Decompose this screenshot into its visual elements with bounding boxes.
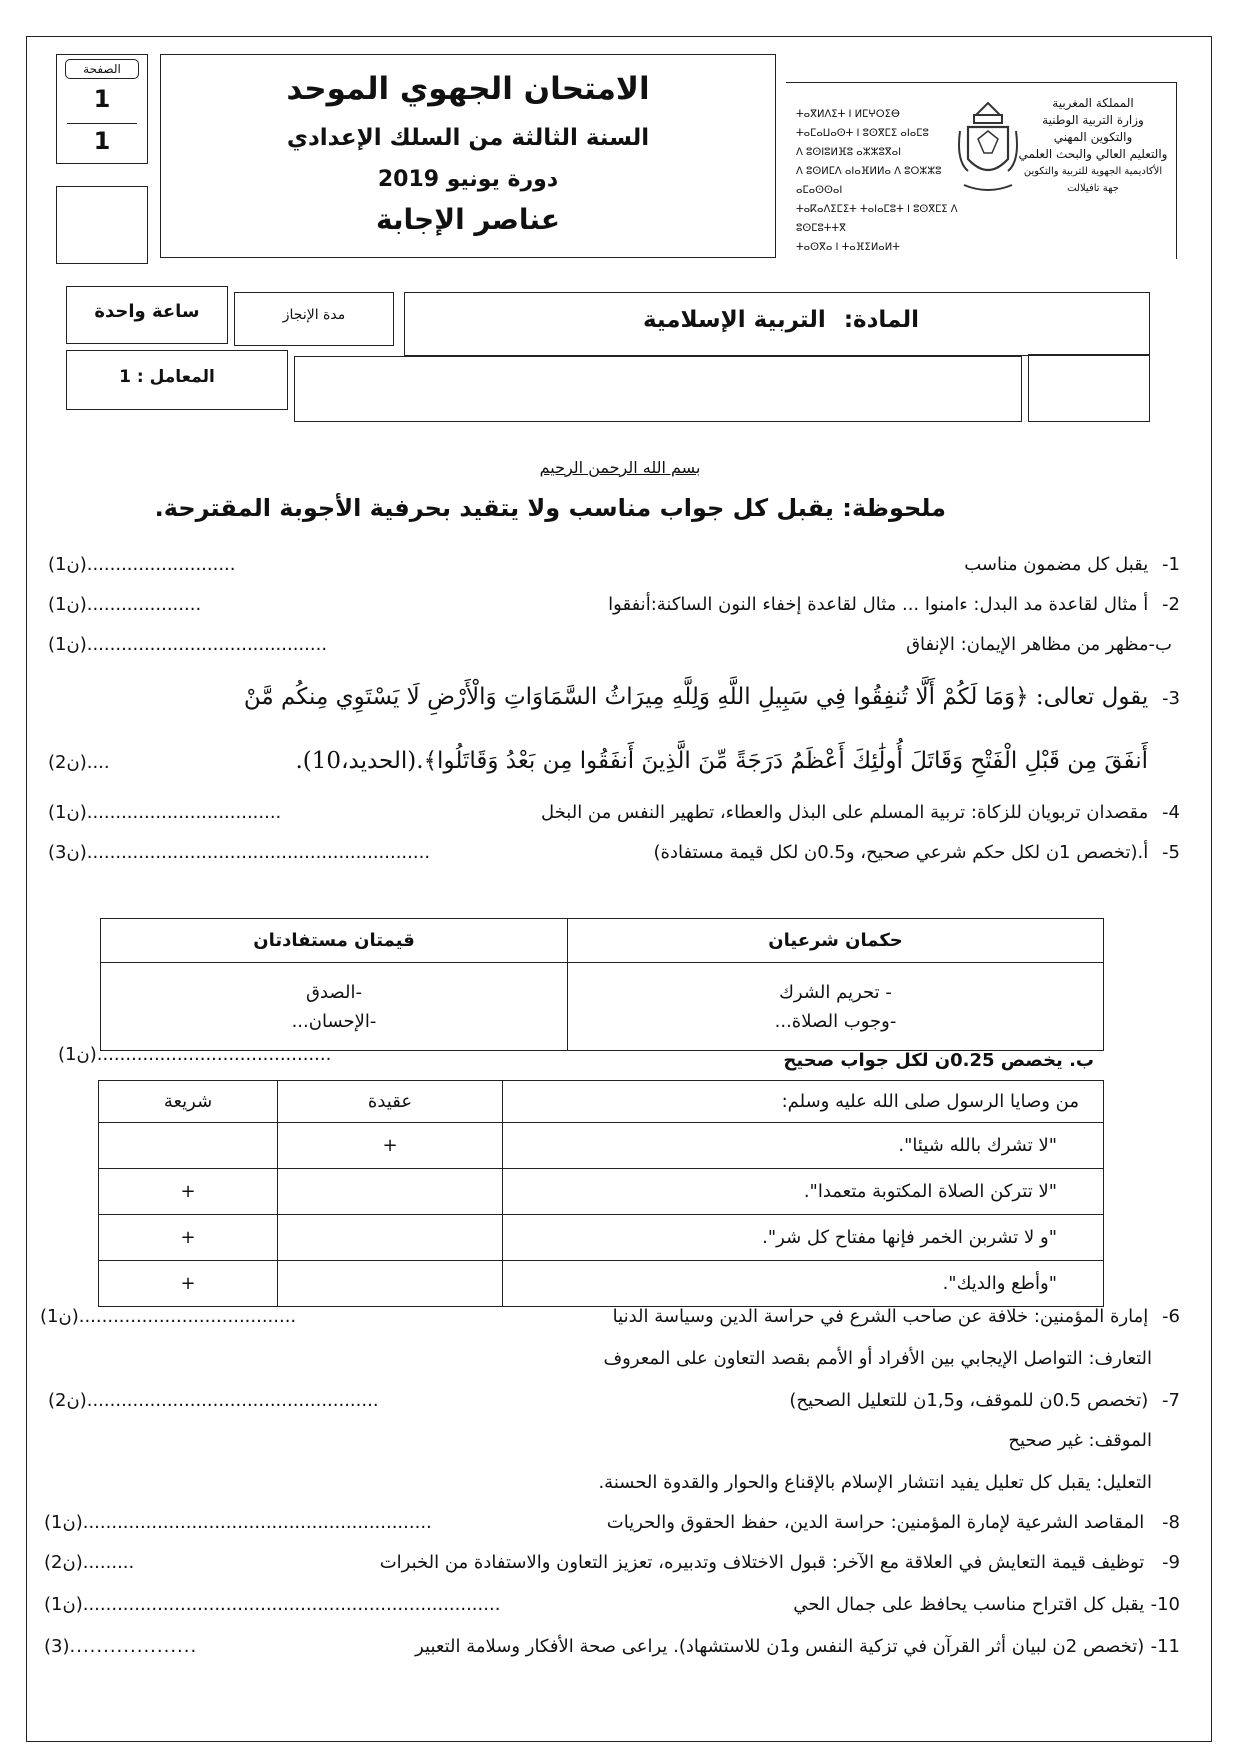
- answer-7b: [48, 1430, 1152, 1451]
- answer-points: (1ن).............................................................: [44, 1512, 432, 1533]
- coefficient-value: المعامل : 1: [119, 367, 215, 387]
- header-aqida: عقيدة: [278, 1081, 503, 1123]
- answer-points: (1ن)......................................: [40, 1306, 297, 1327]
- points-value: (1ن): [48, 594, 87, 615]
- advice-cell: "لا تتركن الصلاة المكتوبة متعمدا".: [503, 1169, 1104, 1215]
- points-value: (2ن): [44, 1552, 83, 1573]
- points-value: (2ن): [48, 1390, 87, 1411]
- answer-6b: [48, 1348, 1152, 1369]
- answer-text: الموقف: غير صحيح: [1008, 1430, 1152, 1451]
- advice-cell: "و لا تشربن الخمر فإنها مفتاح كل شر".: [503, 1215, 1104, 1261]
- advice-cell: "وأطع والديك".: [503, 1261, 1104, 1307]
- ruling-item: -وجوب الصلاة...: [774, 1010, 897, 1032]
- answer-7: [48, 1390, 1180, 1411]
- answer-text: يقبل كل اقتراح مناسب يحافظ على جمال الحي: [793, 1594, 1145, 1615]
- points-value: (1ن): [48, 802, 87, 823]
- answer-points: (1ن).........................................: [58, 1044, 332, 1065]
- answer-8: [44, 1512, 1180, 1533]
- tifinagh-block: [796, 105, 966, 257]
- answer-1: [48, 554, 1180, 575]
- answer-points: (1ن).........................................................................: [44, 1594, 501, 1615]
- value-item: -الإحسان...: [291, 1010, 377, 1032]
- sharia-cell: +: [99, 1215, 278, 1261]
- answer-2a: [48, 594, 1180, 615]
- answer-11: [44, 1636, 1180, 1657]
- tifinagh-line: ⴷ ⵓⵙⵍⵎⴷ ⴰⵏⴰⴼⵍⵍⴰ ⴷ ⵓⵔⵣⵣⵓ ⴰⵎⴰⵙⵙⴰⵏ: [796, 166, 942, 196]
- answer-text: ب-مظهر من مظاهر الإيمان: الإنفاق: [906, 634, 1172, 655]
- table-row: [101, 963, 1104, 1051]
- header-sharia: شريعة: [99, 1081, 278, 1123]
- ruling-item: - تحريم الشرك: [779, 981, 892, 1003]
- coat-of-arms-icon: [954, 101, 1022, 201]
- title-box: [160, 54, 776, 258]
- tifinagh-line: ⵜⴰⴳⵍⴷⵉⵜ ⵏ ⵍⵎⵖⵔⵉⴱ: [796, 109, 900, 120]
- table-row: [99, 1261, 1104, 1307]
- ministry-block: [1018, 95, 1168, 197]
- answer-number: 11-: [1150, 1636, 1180, 1657]
- answer-10: [44, 1594, 1180, 1615]
- table-header-row: [99, 1081, 1104, 1123]
- answer-5b: [48, 1044, 1094, 1071]
- ministry-line: المملكة المغربية: [1052, 96, 1134, 110]
- table-header-row: [101, 919, 1104, 963]
- answer-3: [48, 684, 1180, 710]
- subject-value: التربية الإسلامية: [642, 307, 826, 333]
- doc-type-title: عناصر الإجابة: [376, 203, 560, 236]
- sharia-cell: [99, 1123, 278, 1169]
- answer-text: (تخصص 2ن لبيان أثر القرآن في تزكية النفس و1ن للاستشهاد). يراعى صحة الأفكار وسلامة التعبير: [415, 1636, 1145, 1657]
- header-rulings: حكمان شرعيان: [568, 919, 1104, 963]
- sharia-cell: +: [99, 1261, 278, 1307]
- duration-value: ساعة واحدة: [94, 301, 200, 322]
- answer-text: أَنفَقَ مِن قَبْلِ الْفَتْحِ وَقَاتَلَ أُولَٰئِكَ أَعْظَمُ دَرَجَةً مِّنَ الَّذِينَ أَنفَقُوا مِن بَعْدُ وَقَاتَلُوا﴾.(الحديد،10).: [295, 748, 1148, 774]
- answer-points: (2ن)....: [48, 752, 110, 773]
- answer-number: 10-: [1150, 1594, 1180, 1615]
- answer-number: 4-: [1162, 802, 1180, 823]
- table-row: [99, 1169, 1104, 1215]
- answer-6: [40, 1306, 1180, 1327]
- answer-text: أ.(تخصص 1ن لكل حكم شرعي صحيح، و0.5ن لكل قيمة مستفادة): [653, 842, 1149, 863]
- answer-text: أ مثال لقاعدة مد البدل: ءامنوا ... مثال لقاعدة إخفاء النون الساكنة:أنفقوا: [608, 594, 1149, 615]
- logo-block: [786, 82, 1177, 259]
- points-value: (1ن): [58, 1044, 97, 1065]
- answer-number: 9-: [1162, 1552, 1180, 1573]
- answer-2b: [48, 634, 1172, 655]
- answer-text: (تخصص 0.5ن للموقف، و1,5ن للتعليل الصحيح): [789, 1390, 1149, 1411]
- exam-title: الامتحان الجهوي الموحد: [286, 71, 650, 107]
- subject-label: المادة:: [843, 307, 919, 333]
- aqida-cell: [278, 1261, 503, 1307]
- sharia-cell: +: [99, 1169, 278, 1215]
- aqida-cell: [278, 1215, 503, 1261]
- session-title: دورة يونيو 2019: [377, 167, 559, 192]
- level-title: السنة الثالثة من السلك الإعدادي: [286, 125, 650, 151]
- page-divider: [67, 123, 137, 124]
- tifinagh-line: ⴷ ⵓⵙⵏⵓⵍⴼⵓ ⴰⵣⵣⵓⴳⴰⵏ: [796, 147, 902, 158]
- answer-number: 6-: [1162, 1306, 1180, 1327]
- header-advice: من وصايا الرسول صلى الله عليه وسلم:: [503, 1081, 1104, 1123]
- table-row: [99, 1123, 1104, 1169]
- advice-cell: "لا تشرك بالله شيئا".: [503, 1123, 1104, 1169]
- answer-7c: [48, 1472, 1152, 1493]
- answer-number: 8-: [1162, 1512, 1180, 1533]
- points-value: (1ن): [48, 554, 87, 575]
- values-cell: [101, 963, 568, 1051]
- answer-points: (2ن).........: [44, 1552, 135, 1573]
- page-label: الصفحة: [65, 59, 139, 79]
- answer-number: 5-: [1162, 842, 1180, 863]
- answer-points: (2ن)...................................................: [48, 1390, 379, 1411]
- ministry-line: والتكوين المهني: [1053, 130, 1133, 144]
- tifinagh-line: ⵜⴰⴽⴰⴷⵉⵎⵉⵜ ⵜⴰⵏⴰⵎⵓⵜ ⵏ ⵓⵙⴳⵎⵉ ⴷ ⵓⵙⵎⵓⵜⵜⴳ: [796, 204, 958, 234]
- basmala: بسم الله الرحمن الرحيم: [539, 458, 701, 477]
- answer-4: [48, 802, 1180, 823]
- header-values: قيمتان مستفادتان: [101, 919, 568, 963]
- answer-number: 2-: [1162, 594, 1180, 615]
- points-value: (3): [44, 1636, 70, 1657]
- aqida-cell: +: [278, 1123, 503, 1169]
- answer-text: ب. يخصص 0.25ن لكل جواب صحيح: [783, 1050, 1094, 1071]
- page-total: 1: [93, 127, 111, 155]
- ministry-line: الأكاديمية الجهوية للتربية والتكوين: [1023, 166, 1163, 177]
- duration-value-box: [66, 286, 228, 344]
- table-row: [99, 1215, 1104, 1261]
- points-value: (2ن): [48, 752, 87, 773]
- answer-points: (1ن)..........................: [48, 554, 236, 575]
- subject-line: [643, 307, 919, 333]
- answer-5a: [48, 842, 1180, 863]
- answer-text: إمارة المؤمنين: خلافة عن صاحب الشرع في حراسة الدين وسياسة الدنيا: [612, 1306, 1149, 1327]
- answer-number: 1-: [1162, 554, 1180, 575]
- empty-info-box: [294, 356, 1022, 422]
- answer-text: يقول تعالى: ﴿وَمَا لَكُمْ أَلَّا تُنفِقُوا فِي سَبِيلِ اللَّهِ وَلِلَّهِ مِيرَاثُ السَّمَاوَاتِ وَالْأَرْضِ لَا يَسْتَوِي مِنكُم مَّنْ: [243, 684, 1149, 710]
- answer-text: التعارف: التواصل الإيجابي بين الأفراد أو الأمم بقصد التعاون على المعروف: [603, 1348, 1152, 1369]
- tifinagh-line: ⵜⴰⵎⴰⵡⴰⵙⵜ ⵏ ⵓⵙⴳⵎⵉ ⴰⵏⴰⵎⵓ: [796, 128, 929, 139]
- answer-points: (1ن)..................................: [48, 802, 282, 823]
- tifinagh-line: ⵜⴰⵙⴳⴰ ⵏ ⵜⴰⴼⵉⵍⴰⵍⵜ: [796, 242, 900, 253]
- aqida-cell: [278, 1169, 503, 1215]
- page-number-box: [56, 54, 148, 164]
- points-value: (1ن): [44, 1512, 83, 1533]
- general-note: ملحوظة: يقبل كل جواب مناسب ولا يتقيد بحرفية الأجوبة المقترحة.: [154, 494, 946, 522]
- ministry-line: والتعليم العالي والبحث العلمي: [1018, 147, 1168, 161]
- answer-text: توظيف قيمة التعايش في العلاقة مع الآخر: قبول الاختلاف وتدبيره، تعزيز التعاون والاستفادة من الخبرات: [379, 1552, 1145, 1573]
- answer-number: 3-: [1162, 688, 1180, 709]
- rulings-values-table: [100, 918, 1104, 1051]
- answer-text: المقاصد الشرعية لإمارة المؤمنين: حراسة الدين، حفظ الحقوق والحريات: [606, 1512, 1145, 1533]
- points-value: (3ن): [48, 842, 87, 863]
- answer-points: (1ن)..........................................: [48, 634, 328, 655]
- points-value: (1ن): [48, 634, 87, 655]
- answer-points: (3ن)............................................................: [48, 842, 431, 863]
- value-item: -الصدق: [305, 981, 362, 1003]
- subject-box: [404, 292, 1150, 356]
- duration-label: مدة الإنجاز: [282, 307, 346, 323]
- rulings-cell: [568, 963, 1104, 1051]
- ministry-line: وزارة التربية الوطنية: [1042, 113, 1144, 127]
- answer-points: (1ن)....................: [48, 594, 202, 615]
- ministry-line: جهة تافيلالت: [1067, 183, 1119, 194]
- duration-label-box: [234, 292, 394, 346]
- points-value: (1ن): [44, 1594, 83, 1615]
- answer-text: التعليل: يقبل كل تعليل يفيد انتشار الإسلام بالإقناع والحوار والقدوة الحسنة.: [598, 1472, 1152, 1493]
- answer-text: يقبل كل مضمون مناسب: [964, 554, 1149, 575]
- answer-points: (3)...................: [44, 1636, 198, 1657]
- answer-number: 7-: [1162, 1390, 1180, 1411]
- prophet-advice-table: [98, 1080, 1104, 1307]
- answer-9: [44, 1552, 1180, 1573]
- page-number: 1: [93, 85, 111, 113]
- answer-3-cont: [48, 748, 1148, 774]
- points-value: (1ن): [40, 1306, 79, 1327]
- empty-info-box-2: [1028, 354, 1150, 422]
- answer-text: مقصدان تربويان للزكاة: تربية المسلم على البذل والعطاء، تطهير النفس من البخل: [541, 802, 1149, 823]
- coefficient-box: [66, 350, 288, 410]
- code-box: [56, 186, 148, 264]
